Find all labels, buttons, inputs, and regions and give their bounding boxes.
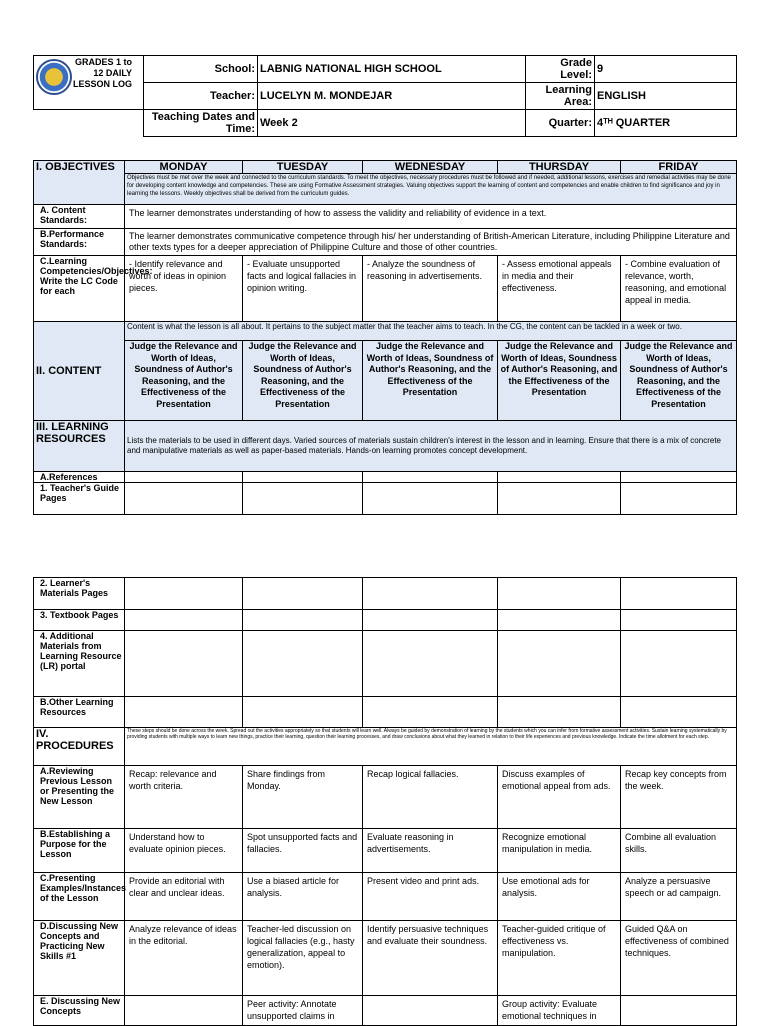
procedure-d-thursday: Teacher-guided critique of effectiveness vs. manipulation. [498, 921, 621, 996]
procedure-c-monday: Provide an editorial with clear and unclear ideas. [125, 873, 243, 921]
procedure-b-label: B.Establishing a Purpose for the Lesson [34, 829, 125, 873]
day-tuesday: TUESDAY [243, 161, 363, 174]
resources-title: III. LEARNING RESOURCES [34, 421, 125, 472]
procedure-e-thursday: Group activity: Evaluate emotional techniques in [498, 996, 621, 1026]
procedure-e-friday [621, 996, 737, 1026]
competency-thursday: - Assess emotional appeals in media and their effectiveness. [498, 256, 621, 322]
procedure-b-monday: Understand how to evaluate opinion pieces. [125, 829, 243, 873]
procedure-d-friday: Guided Q&A on effectiveness of combined techniques. [621, 921, 737, 996]
day-monday: MONDAY [125, 161, 243, 174]
content-title-wednesday: Judge the Relevance and Worth of Ideas, Soundness of Author's Reasoning, and the Effectiveness of the Presentation [363, 341, 498, 421]
dates-value: Week 2 [258, 110, 526, 137]
quarter-value: 4ᵀᴴ QUARTER [595, 110, 737, 137]
competencies-label: C.Learning Competencies/Objectives: Write the LC Code for each [34, 256, 125, 322]
objectives-note: Objectives must be met over the week and connected to the curriculum standards. To meet the objectives, necessary procedures must be followed and if needed, additional lessons, exercises and remedial activities may be done for developing content knowledge and competencies. These are using Formative Assessment strategies. Valuing objectives support the learning of content and competencies and enable children to find significance and joy in learning the lessons. Weekly objectives shall be derived from the curriculum guides. [125, 174, 737, 205]
textbook-label: 3. Textbook Pages [34, 610, 125, 631]
teacher-label: Teacher: [144, 83, 258, 110]
content-title-friday: Judge the Relevance and Worth of Ideas, Soundness of Author's Reasoning, and the Effectiveness of the Presentation [621, 341, 737, 421]
day-thursday: THURSDAY [498, 161, 621, 174]
deped-seal-icon [36, 59, 72, 95]
performance-text: The learner demonstrates communicative competence through his/ her understanding of British-American Literature, including Philippine Literature and other texts types for a deeper appreciation of Philippine Culture and those of other countries. [125, 229, 737, 256]
day-friday: FRIDAY [621, 161, 737, 174]
procedure-d-label: D.Discussing New Concepts and Practicing New Skills #1 [34, 921, 125, 996]
resources-note: Lists the materials to be used in different days. Varied sources of materials sustain children's interest in the lesson and in learning. Ensure that there is a mix of concrete and manipulative materials as well as paper-based materials. Hands-on learning promotes concept development. [125, 421, 737, 472]
other-resources-label: B.Other Learning Resources [34, 697, 125, 728]
procedure-d-monday: Analyze relevance of ideas in the editorial. [125, 921, 243, 996]
procedure-a-thursday: Discuss examples of emotional appeal from ads. [498, 766, 621, 829]
procedure-a-wednesday: Recap logical fallacies. [363, 766, 498, 829]
references-label: A.References [34, 472, 125, 483]
procedure-e-label: E. Discussing New Concepts [34, 996, 125, 1026]
content-note: Content is what the lesson is all about. It pertains to the subject matter that the teacher aims to teach. In the CG, the content can be tackled in a week or two. [125, 322, 737, 341]
competency-tuesday: - Evaluate unsupported facts and logical fallacies in opinion writing. [243, 256, 363, 322]
grade-value: 9 [595, 56, 737, 83]
performance-label: B.Performance Standards: [34, 229, 125, 256]
procedure-a-monday: Recap: relevance and worth criteria. [125, 766, 243, 829]
objectives-title: I. OBJECTIVES [34, 161, 125, 205]
content-title-thursday: Judge the Relevance and Worth of Ideas, Soundness of Author's Reasoning, and the Effectiveness of the Presentation [498, 341, 621, 421]
procedure-e-tuesday: Peer activity: Annotate unsupported claims in [243, 996, 363, 1026]
day-wednesday: WEDNESDAY [363, 161, 498, 174]
additional-materials-label: 4. Additional Materials from Learning Resource (LR) portal [34, 631, 125, 697]
procedure-e-monday [125, 996, 243, 1026]
procedure-c-friday: Analyze a persuasive speech or ad campaign. [621, 873, 737, 921]
procedure-d-wednesday: Identify persuasive techniques and evaluate their soundness. [363, 921, 498, 996]
grade-label: Grade Level: [526, 56, 595, 83]
procedure-a-label: A.Reviewing Previous Lesson or Presenting the New Lesson [34, 766, 125, 829]
lesson-table-part1 [33, 160, 737, 515]
content-title: II. CONTENT [34, 322, 125, 421]
procedure-c-tuesday: Use a biased article for analysis. [243, 873, 363, 921]
procedure-c-wednesday: Present video and print ads. [363, 873, 498, 921]
competency-monday: - Identify relevance and worth of ideas in opinion pieces. [125, 256, 243, 322]
logo-cell [34, 56, 144, 110]
procedure-b-thursday: Recognize emotional manipulation in media. [498, 829, 621, 873]
procedure-e-wednesday [363, 996, 498, 1026]
procedure-b-friday: Combine all evaluation skills. [621, 829, 737, 873]
procedure-a-tuesday: Share findings from Monday. [243, 766, 363, 829]
procedure-c-label: C.Presenting Examples/Instances of the Lesson [34, 873, 125, 921]
area-value: ENGLISH [595, 83, 737, 110]
content-title-tuesday: Judge the Relevance and Worth of Ideas, Soundness of Author's Reasoning, and the Effectiveness of the Presentation [243, 341, 363, 421]
area-label: Learning Area: [526, 83, 595, 110]
competency-wednesday: - Analyze the soundness of reasoning in advertisements. [363, 256, 498, 322]
lesson-table-part2 [33, 577, 737, 1026]
content-standards-label: A. Content Standards: [34, 205, 125, 229]
school-value: LABNIG NATIONAL HIGH SCHOOL [258, 56, 526, 83]
teacher-value: LUCELYN M. MONDEJAR [258, 83, 526, 110]
procedure-b-wednesday: Evaluate reasoning in advertisements. [363, 829, 498, 873]
procedures-note: These steps should be done across the week. Spread out the activities appropriately so that students will learn well. Always be guided by demonstration of learning by the students which you can infer from formative assessment activities. Sustain learning systematically by providing students with multiple ways to learn new things, practice their learning, question their learning processes, and draw conclusions about what they learned in relation to their life experiences and previous knowledge. Indicate the time allotment for each step. [125, 728, 737, 766]
log-title: GRADES 1 to 12 DAILY LESSON LOG [72, 57, 132, 89]
quarter-label: Quarter: [526, 110, 595, 137]
procedure-a-friday: Recap key concepts from the week. [621, 766, 737, 829]
competency-friday: - Combine evaluation of relevance, worth, reasoning, and emotional appeal in media. [621, 256, 737, 322]
dates-label: Teaching Dates and Time: [144, 110, 258, 137]
procedures-title: IV. PROCEDURES [34, 728, 125, 766]
blank-cell [34, 110, 144, 137]
procedure-b-tuesday: Spot unsupported facts and fallacies. [243, 829, 363, 873]
content-standards-text: The learner demonstrates understanding of how to assess the validity and reliability of evidence in a text. [125, 205, 737, 229]
learners-materials-label: 2. Learner's Materials Pages [34, 578, 125, 610]
procedure-d-tuesday: Teacher-led discussion on logical fallacies (e.g., hasty generalization, appeal to emotion). [243, 921, 363, 996]
teachers-guide-label: 1. Teacher's Guide Pages [34, 483, 125, 515]
header-table [33, 55, 737, 137]
school-label: School: [144, 56, 258, 83]
content-title-monday: Judge the Relevance and Worth of Ideas, Soundness of Author's Reasoning, and the Effectiveness of the Presentation [125, 341, 243, 421]
procedure-c-thursday: Use emotional ads for analysis. [498, 873, 621, 921]
